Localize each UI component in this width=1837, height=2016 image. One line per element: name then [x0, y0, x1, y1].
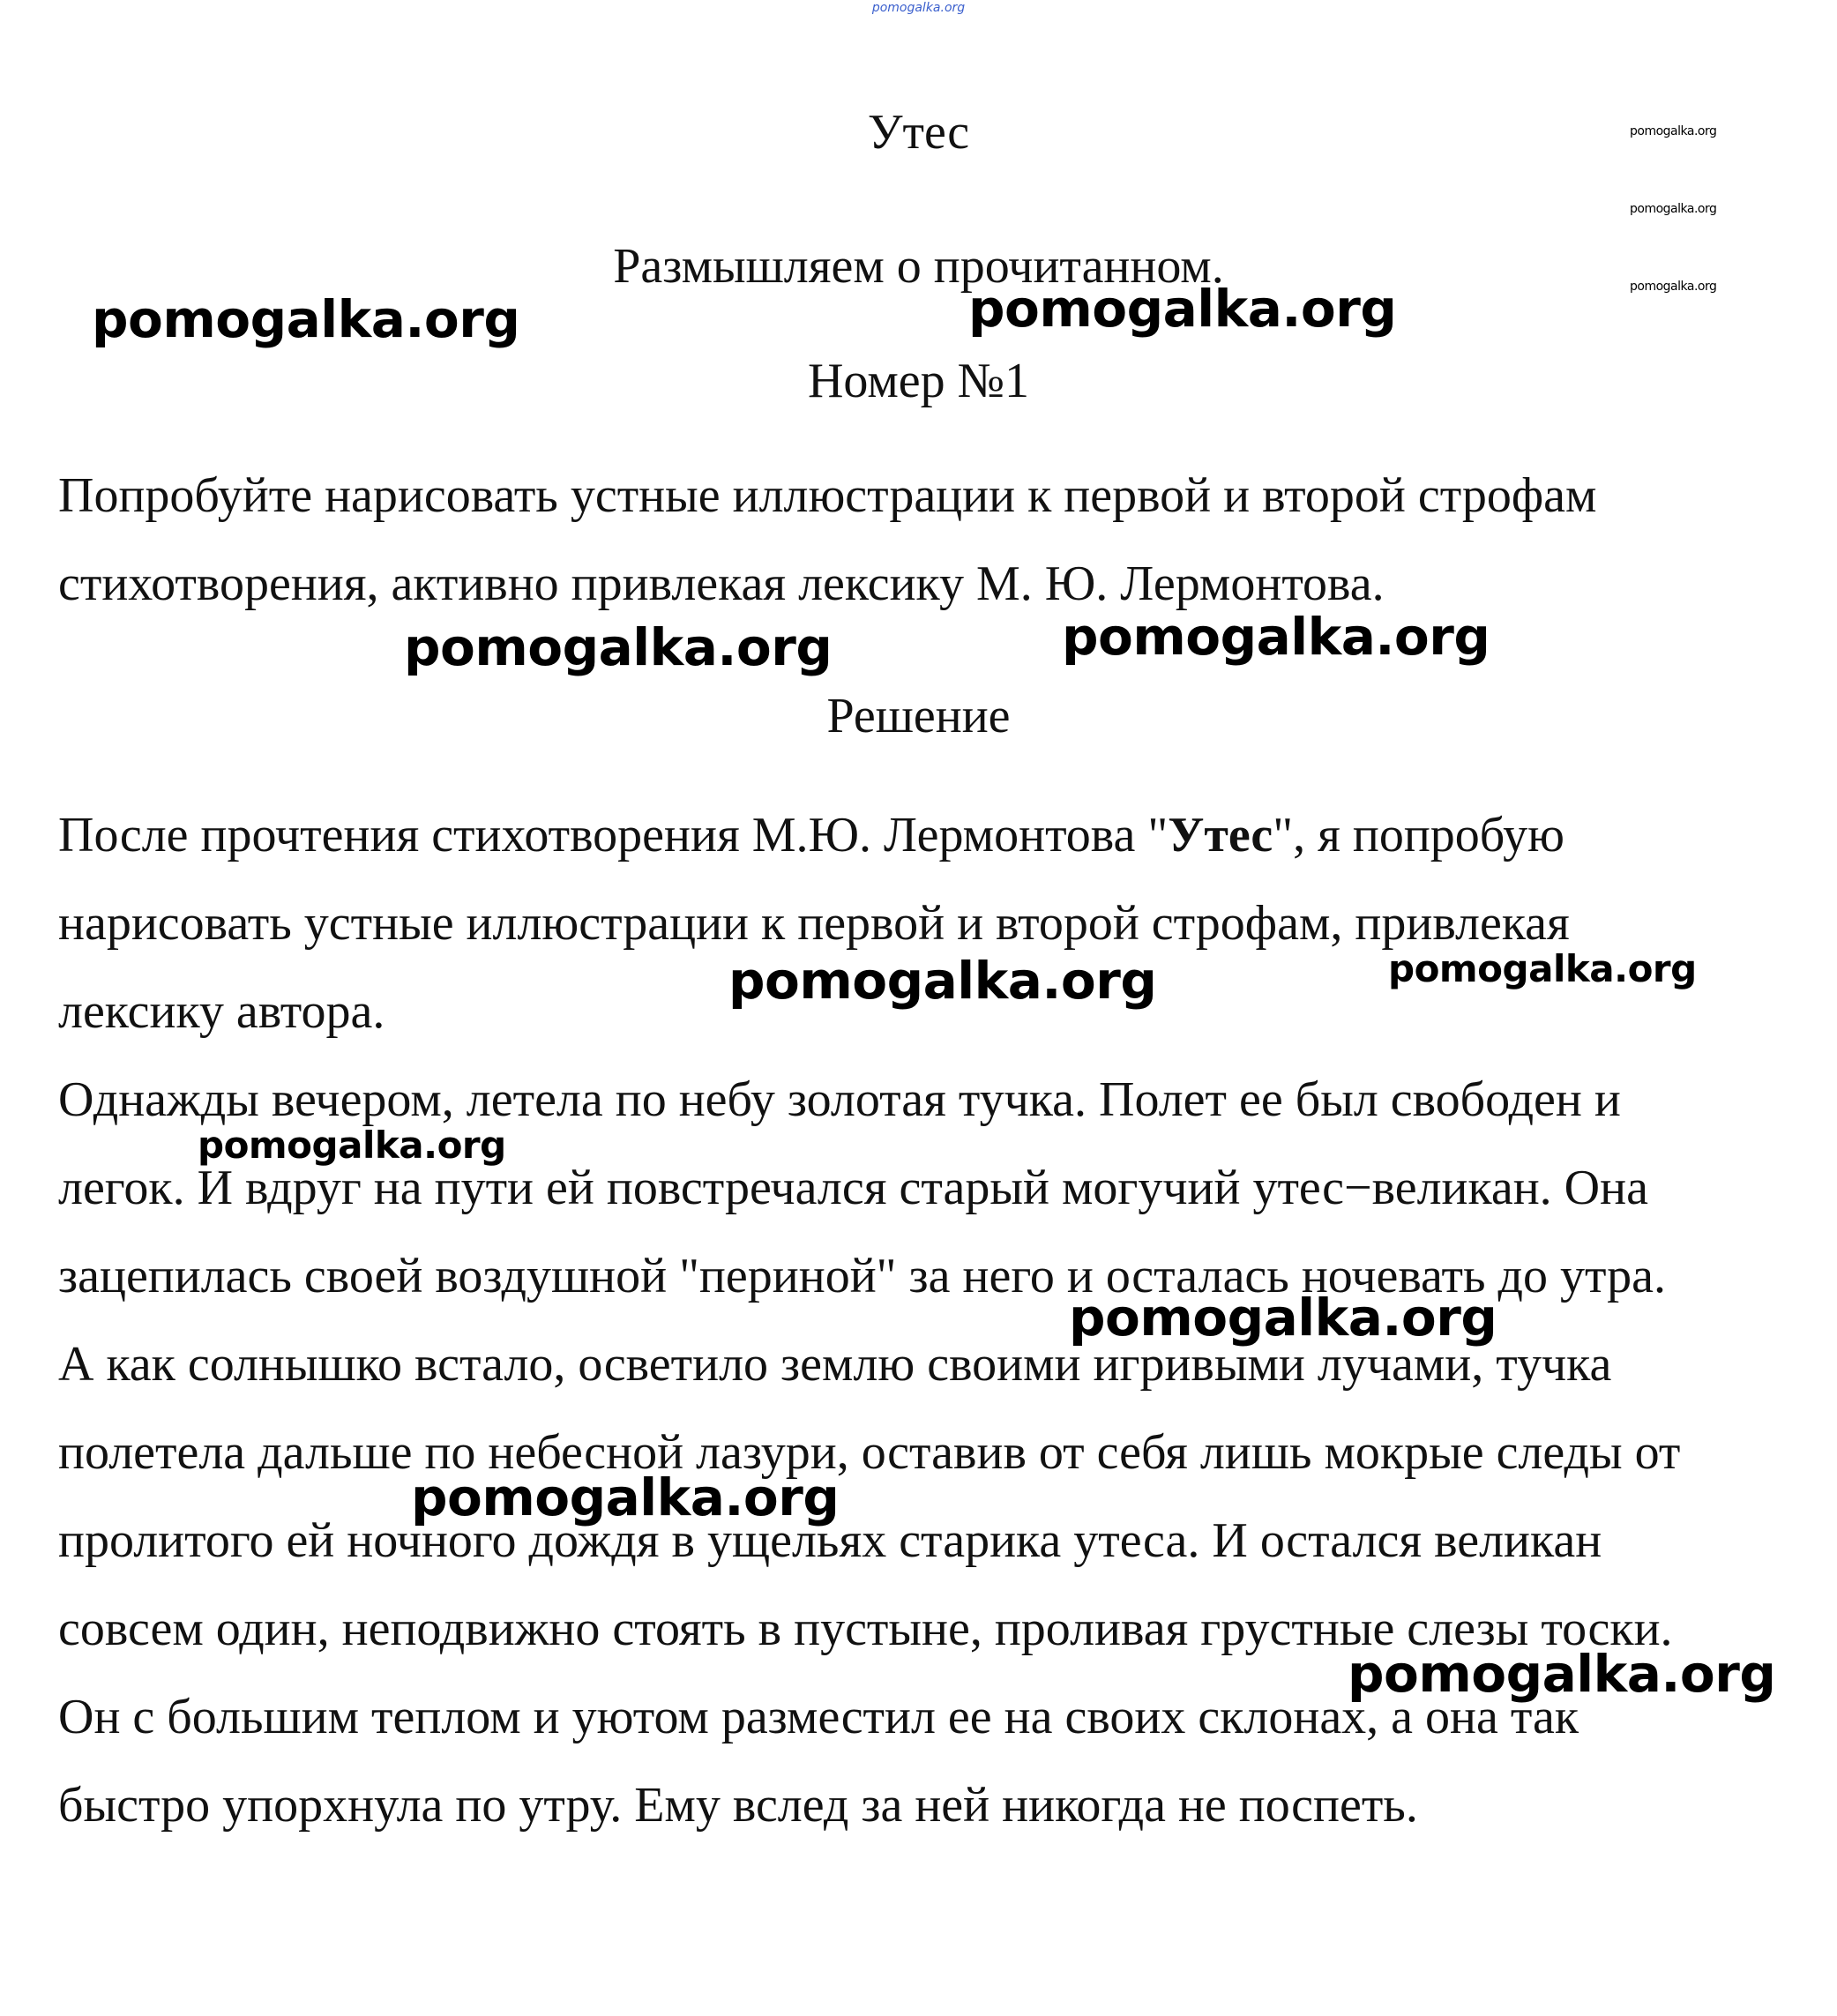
solution-line: Однажды вечером, летела по небу золотая тучка. Полет ее был свободен и	[58, 1072, 1621, 1127]
watermark: pomogalka.org	[404, 617, 833, 677]
watermark: pomogalka.org	[968, 279, 1397, 339]
solution-line: полетела дальше по небесной лазури, оставив от себя лишь мокрые следы от	[58, 1425, 1681, 1480]
solution-line: Он с большим теплом и уютом разместил ее на своих склонах, а она так	[58, 1690, 1579, 1744]
watermark: pomogalka.org	[728, 951, 1157, 1011]
watermark: pomogalka.org	[1069, 1288, 1497, 1348]
solution-line: совсем один, неподвижно стоять в пустыне, проливая грустные слезы тоски.	[58, 1602, 1673, 1656]
poem-title-bold: Утес	[1168, 808, 1273, 862]
solution-line: А как солнышко встало, осветило землю своими игривыми лучами, тучка	[58, 1337, 1612, 1392]
task-number: Номер №1	[807, 354, 1030, 408]
solution-line	[58, 807, 1564, 863]
solution-line: быстро упорхнула по утру. Ему вслед за ней никогда не поспеть.	[58, 1778, 1418, 1833]
page-title: Утес	[867, 105, 970, 160]
solution-line-text: После прочтения стихотворения М.Ю. Лермонтова "	[58, 808, 1169, 862]
watermark: pomogalka.org	[411, 1467, 840, 1527]
solution-line: пролитого ей ночного дождя в ущельях старика утеса. И остался великан	[58, 1513, 1602, 1568]
watermark: pomogalka.org	[1388, 947, 1697, 990]
task-line: стихотворения, активно привлекая лексику М. Ю. Лермонтова.	[58, 556, 1385, 611]
top-watermark: pomogalka.org	[871, 1, 966, 15]
watermark-small: pomogalka.org	[1630, 124, 1717, 138]
watermark-small: pomogalka.org	[1630, 280, 1717, 294]
solution-line: легок. И вдруг на пути ей повстречался старый могучий утес−великан. Она	[58, 1161, 1648, 1215]
solution-line-text: ", я попробую	[1273, 808, 1564, 862]
task-line: Попробуйте нарисовать устные иллюстрации к первой и второй строфам	[58, 468, 1597, 523]
watermark-small: pomogalka.org	[1630, 202, 1717, 216]
watermark: pomogalka.org	[198, 1124, 506, 1167]
watermark: pomogalka.org	[1348, 1644, 1776, 1704]
section-subtitle: Размышляем о прочитанном.	[613, 239, 1224, 294]
solution-line: лексику автора.	[58, 984, 385, 1039]
watermark: pomogalka.org	[1062, 607, 1490, 667]
solution-heading: Решение	[826, 689, 1011, 743]
solution-line: зацепилась своей воздушной "периной" за него и осталась ночевать до утра.	[58, 1249, 1666, 1303]
watermark: pomogalka.org	[92, 289, 520, 349]
solution-line: нарисовать устные иллюстрации к первой и второй строфам, привлекая	[58, 896, 1570, 951]
